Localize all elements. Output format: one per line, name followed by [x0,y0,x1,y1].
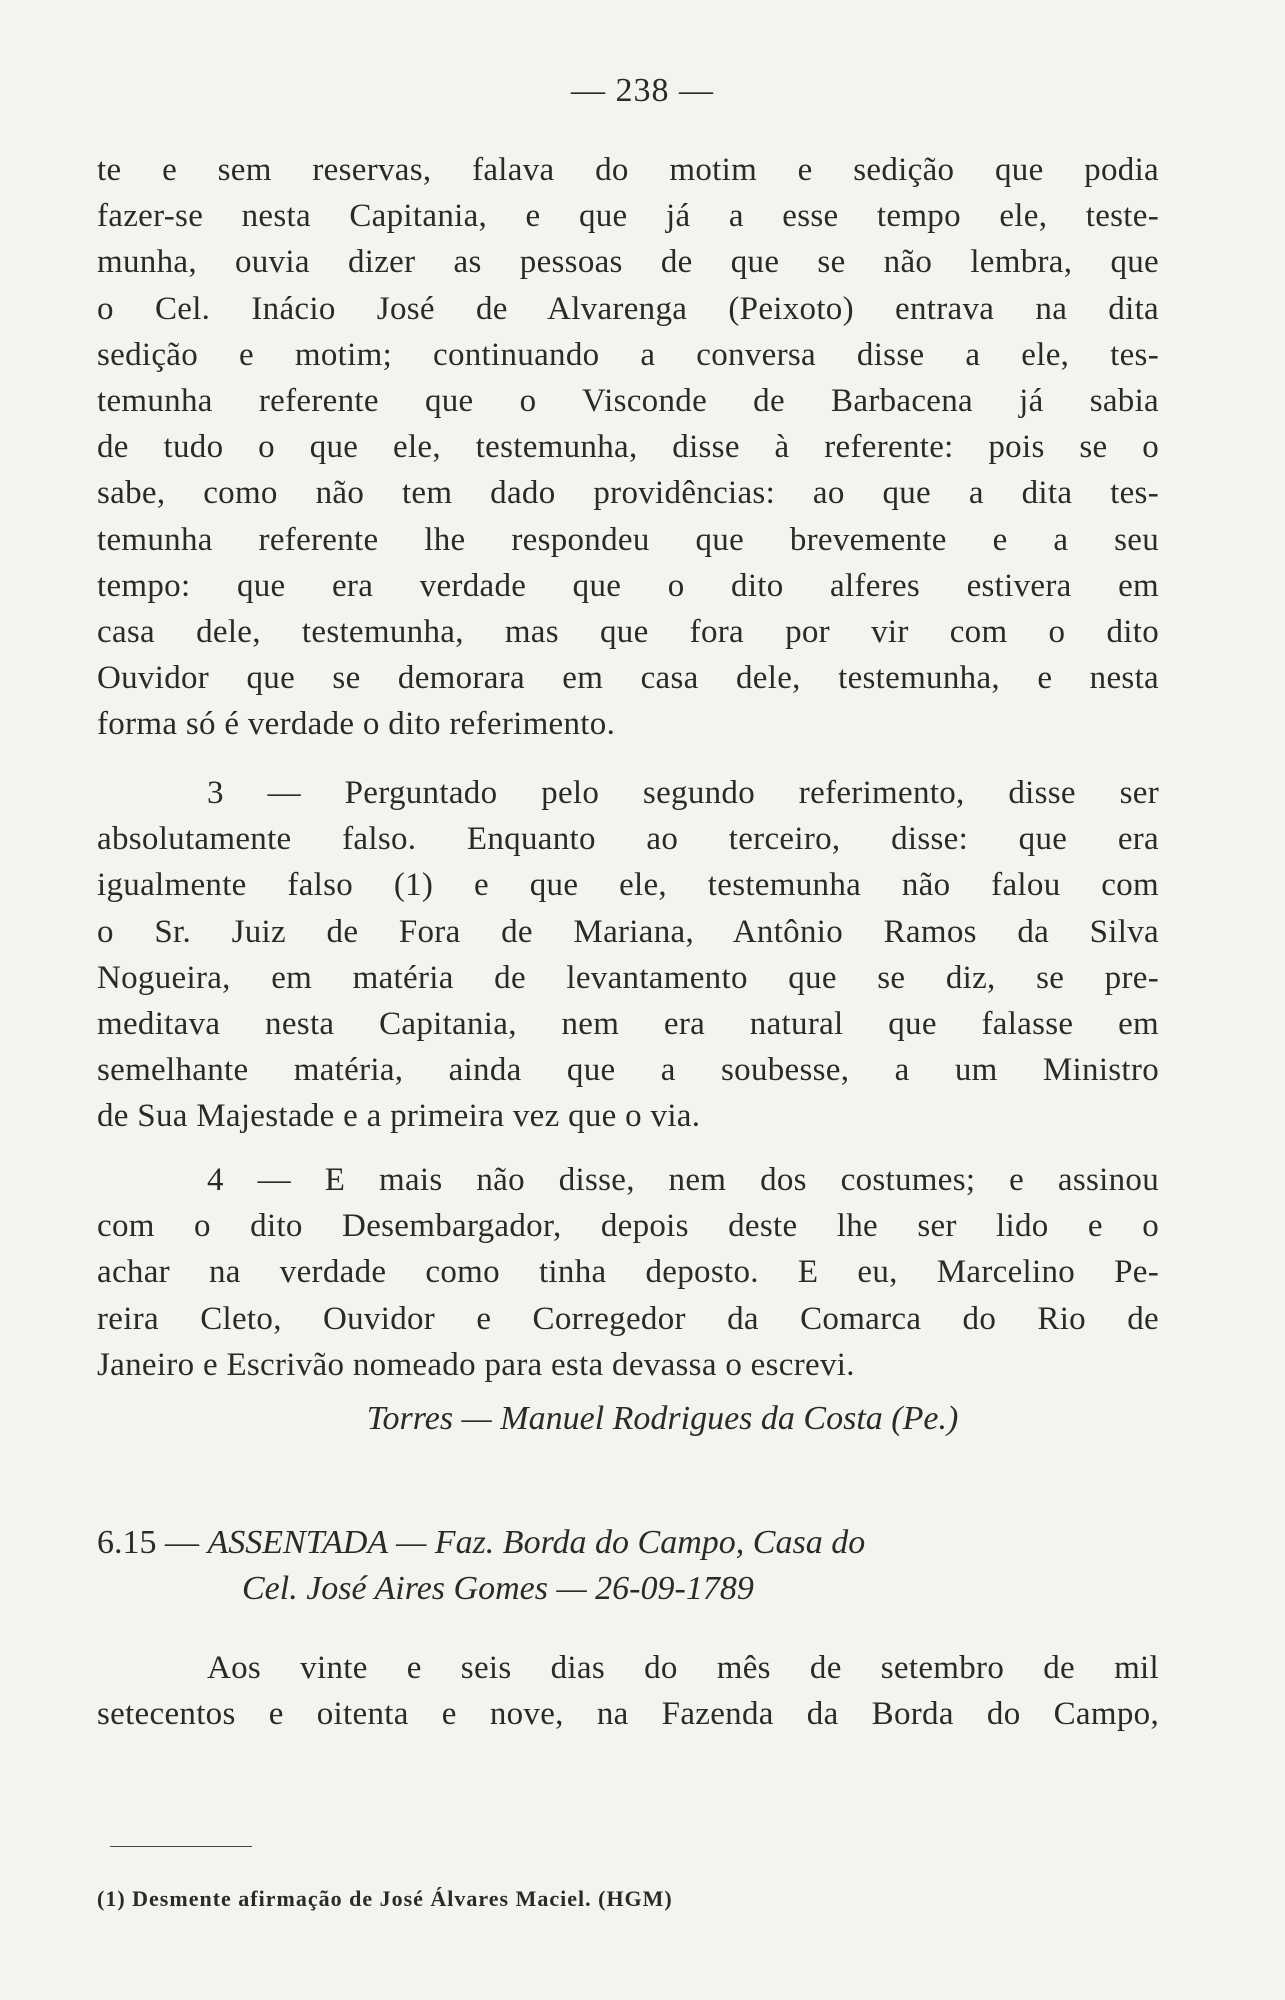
text-line: o Cel. Inácio José de Alvarenga (Peixoto) entrava na dita [97,290,1159,327]
text-line: Aos vinte e seis dias do mês de setembro de mil [207,1650,1159,1686]
text-line: temunha referente lhe respondeu que brevemente e a seu [97,521,1159,558]
text-line: de tudo o que ele, testemunha, disse à referente: pois se o [97,429,1159,466]
text-line: meditava nesta Capitania, nem era natural que falasse em [97,1006,1159,1043]
text-line: forma só é verdade o dito referimento. [97,706,616,743]
text-line: munha, ouvia dizer as pessoas de que se não lembra, que [97,244,1159,281]
text-line: de Sua Majestade e a primeira vez que o via. [97,1098,701,1135]
paragraph-item-3 [97,770,1159,1140]
text-line: temunha referente que o Visconde de Barbacena já sabia [97,383,1159,420]
text-line: absolutamente falso. Enquanto ao terceiro, disse: que era [97,821,1159,858]
text-line: casa dele, testemunha, mas que fora por vir com o dito [97,614,1159,651]
text-line: tempo: que era verdade que o dito alferes estivera em [97,567,1159,604]
text-line: igualmente falso (1) e que ele, testemunha não falou com [97,867,1159,904]
text-line: setecentos e oitenta e nove, na Fazenda da Borda do Campo, [97,1696,1159,1733]
text-line: 3 — Perguntado pelo segundo referimento, disse ser [207,775,1159,811]
heading-line-1 [97,1520,1159,1566]
footnote-divider [110,1846,252,1847]
text-line: Nogueira, em matéria de levantamento que se diz, se pre- [97,959,1159,996]
heading-title: ASSENTADA — Faz. Borda do Campo, Casa do [207,1524,866,1561]
section-number: 6.15 — [97,1524,199,1561]
text-line: Janeiro e Escrivão nomeado para esta devassa o escrevi. [97,1346,855,1383]
section-heading [97,1520,1159,1612]
text-line: o Sr. Juiz de Fora de Mariana, Antônio Ramos da Silva [97,913,1159,950]
text-line: 4 — E mais não disse, nem dos costumes; e assinou [207,1162,1159,1198]
text-line: semelhante matéria, ainda que a soubesse, a um Ministro [97,1052,1159,1089]
footnote: (1) Desmente afirmação de José Álvares Maciel. (HGM) [97,1886,673,1911]
text-line: Ouvidor que se demorara em casa dele, testemunha, e nesta [97,660,1159,697]
heading-line-2: Cel. José Aires Gomes — 26-09-1789 [242,1570,754,1607]
paragraph-testimony-continuation [97,147,1159,748]
text-line: reira Cleto, Ouvidor e Corregedor da Comarca do Rio de [97,1300,1159,1337]
text-line: achar na verdade como tinha deposto. E eu, Marcelino Pe- [97,1254,1159,1291]
text-line: sedição e motim; continuando a conversa disse a ele, tes- [97,336,1159,373]
text-line: com o dito Desembargador, depois deste lhe ser lido e o [97,1208,1159,1245]
text-line: te e sem reservas, falava do motim e sedição que podia [97,152,1159,188]
text-line: fazer-se nesta Capitania, e que já a esse tempo ele, teste- [97,198,1159,235]
page-number: — 238 — [571,72,714,109]
text-line: sabe, como não tem dado providências: ao que a dita tes- [97,475,1159,512]
signatures: Torres — Manuel Rodrigues da Costa (Pe.) [366,1400,959,1437]
paragraph-item-4 [97,1157,1159,1388]
paragraph-assentada [97,1645,1159,1737]
